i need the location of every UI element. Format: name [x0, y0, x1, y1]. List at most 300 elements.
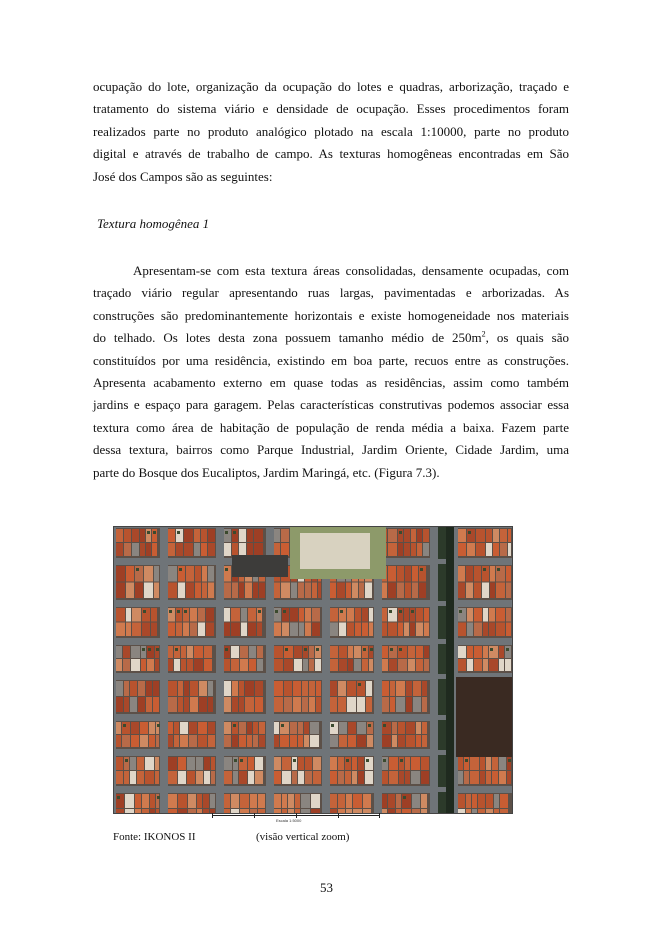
roof-patch — [257, 659, 263, 671]
roof-patch — [274, 794, 281, 808]
roof-patch — [499, 757, 506, 770]
roof-patch — [382, 697, 389, 712]
roof-patch — [141, 659, 146, 671]
text-fragment: do telhado. Os lotes desta zona possuem tamanho médio de 250m — [93, 330, 482, 346]
roof-patch — [146, 543, 151, 556]
roof-patch — [142, 809, 149, 813]
roof-patch — [505, 659, 511, 671]
superscript: 2 — [481, 329, 486, 339]
roof-patch — [315, 659, 321, 671]
roof-patch — [146, 697, 152, 712]
roof-patch — [130, 697, 137, 712]
roof-patch — [339, 722, 347, 734]
scale-tick — [379, 813, 380, 818]
roof-patch — [240, 659, 248, 671]
roof-patch — [421, 771, 429, 784]
roof-patch — [126, 608, 131, 622]
roof-patch — [369, 646, 373, 658]
roof-patch — [416, 659, 423, 671]
roof-patch — [203, 794, 209, 808]
roof-patch — [116, 722, 121, 734]
roof-patch — [505, 646, 511, 658]
roof-patch — [224, 771, 232, 784]
roof-patch — [154, 566, 159, 582]
roof-patch — [126, 583, 134, 599]
roof-patch — [204, 646, 212, 658]
roof-patch — [305, 623, 311, 637]
roof-patch — [312, 623, 320, 637]
roof-patch — [198, 722, 207, 734]
roof-patch — [168, 659, 173, 671]
roof-patch — [338, 771, 344, 784]
roof-patch — [293, 681, 301, 696]
roof-patch — [239, 583, 244, 599]
roof-patch — [155, 659, 159, 671]
roof-patch — [224, 623, 230, 637]
roof-patch — [274, 757, 281, 770]
roof-patch — [352, 757, 357, 770]
roof-patch — [506, 608, 511, 622]
roof-patch — [146, 681, 152, 696]
roof-patch — [362, 646, 368, 658]
tree — [293, 759, 296, 762]
roof-patch — [116, 543, 123, 556]
roof-patch — [259, 735, 265, 747]
roof-patch — [153, 681, 159, 696]
tree — [399, 648, 402, 651]
roof-patch — [389, 659, 397, 671]
roof-patch — [330, 646, 338, 658]
roof-patch — [116, 697, 123, 712]
roof-patch — [474, 646, 482, 658]
roof-patch — [188, 794, 196, 808]
roof-patch — [480, 771, 485, 784]
roof-patch — [190, 681, 198, 696]
roof-patch — [257, 623, 262, 637]
tree — [117, 796, 120, 799]
roof-patch — [168, 794, 177, 808]
roof-patch — [500, 543, 507, 556]
roof-patch — [416, 646, 423, 658]
roof-patch — [467, 608, 473, 622]
tree — [366, 759, 369, 762]
roof-patch — [476, 543, 485, 556]
roof-patch — [233, 771, 238, 784]
roof-patch — [408, 659, 415, 671]
roof-patch — [458, 646, 466, 658]
roof-patch — [496, 623, 505, 637]
roof-patch — [366, 697, 372, 712]
scale-bar-label: Escala 1:5000 — [276, 818, 302, 823]
roof-patch — [303, 646, 308, 658]
roof-patch — [208, 583, 214, 599]
roof-patch — [231, 608, 240, 622]
text-fragment: , os quais são — [485, 330, 569, 346]
roof-patch — [470, 757, 479, 770]
roof-patch — [362, 659, 368, 671]
roof-patch — [152, 529, 157, 542]
roof-patch — [388, 529, 397, 542]
roof-patch — [508, 543, 511, 556]
roof-patch — [181, 659, 186, 671]
roof-patch — [168, 543, 175, 556]
roof-patch — [249, 646, 256, 658]
roof-patch — [255, 771, 263, 784]
roof-patch — [145, 771, 154, 784]
roof-patch — [338, 757, 344, 770]
large-building — [232, 555, 288, 577]
scale-bar — [212, 812, 382, 826]
roof-patch — [466, 583, 473, 599]
roof-patch — [302, 681, 308, 696]
roof-patch — [458, 809, 465, 813]
roof-patch — [232, 681, 238, 696]
roof-patch — [382, 794, 387, 808]
tree — [483, 568, 486, 571]
roof-patch — [363, 794, 371, 808]
roof-patch — [398, 623, 403, 637]
roof-patch — [206, 623, 214, 637]
tree — [177, 531, 180, 534]
roof-patch — [198, 735, 207, 747]
roof-patch — [412, 583, 418, 599]
roof-patch — [168, 722, 173, 734]
roof-patch — [362, 608, 368, 622]
roof-patch — [135, 809, 141, 813]
roof-patch — [490, 583, 495, 599]
roof-patch — [224, 697, 231, 712]
roof-patch — [168, 529, 175, 542]
roof-patch — [145, 757, 154, 770]
roof-patch — [240, 794, 249, 808]
roof-patch — [388, 566, 396, 582]
roof-patch — [304, 722, 309, 734]
roof-patch — [478, 794, 485, 808]
roof-patch — [253, 583, 258, 599]
roof-patch — [305, 583, 311, 599]
roof-patch — [506, 623, 511, 637]
roof-patch — [396, 809, 401, 813]
roof-patch — [398, 735, 405, 747]
roof-patch — [292, 757, 297, 770]
roof-patch — [490, 566, 495, 582]
roof-patch — [239, 529, 246, 542]
roof-patch — [458, 566, 465, 582]
roof-patch — [184, 697, 189, 712]
tree — [147, 531, 150, 534]
roof-patch — [239, 722, 246, 734]
roof-patch — [388, 794, 395, 808]
roof-patch — [259, 583, 265, 599]
roof-patch — [330, 681, 337, 696]
roof-patch — [330, 771, 337, 784]
tree — [233, 531, 236, 534]
roof-patch — [483, 608, 488, 622]
roof-patch — [146, 529, 151, 542]
roof-patch — [174, 735, 179, 747]
roof-patch — [187, 646, 193, 658]
roof-patch — [423, 529, 429, 542]
avenue-trees — [446, 527, 454, 813]
roof-patch — [224, 722, 231, 734]
roof-patch — [313, 757, 321, 770]
roof-patch — [282, 623, 289, 637]
roof-patch — [232, 583, 238, 599]
roof-patch — [347, 681, 356, 696]
roof-patch — [474, 623, 482, 637]
roof-patch — [301, 794, 310, 808]
roof-patch — [355, 608, 361, 622]
roof-patch — [388, 543, 397, 556]
roof-patch — [231, 646, 239, 658]
roof-patch — [138, 681, 145, 696]
roof-patch — [197, 794, 202, 808]
roof-patch — [347, 608, 354, 622]
roof-patch — [397, 583, 404, 599]
tree — [283, 610, 286, 613]
roof-patch — [178, 794, 187, 808]
tree — [399, 531, 402, 534]
roof-patch — [408, 646, 415, 658]
roof-patch — [474, 583, 481, 599]
roof-patch — [122, 735, 130, 747]
roof-patch — [352, 771, 357, 784]
roof-patch — [424, 659, 429, 671]
roof-patch — [142, 794, 149, 808]
roof-patch — [330, 608, 338, 622]
roof-patch — [367, 735, 373, 747]
roof-patch — [194, 659, 203, 671]
roof-patch — [486, 543, 492, 556]
roof-patch — [168, 697, 177, 712]
roof-patch — [506, 583, 511, 599]
roof-patch — [458, 543, 466, 556]
roof-patch — [116, 583, 125, 599]
roof-patch — [189, 722, 197, 734]
roof-patch — [358, 771, 364, 784]
roof-patch — [304, 735, 309, 747]
roof-patch — [493, 529, 499, 542]
roof-patch — [294, 646, 302, 658]
section-heading: Textura homogênea 1 — [97, 216, 210, 231]
roof-patch — [367, 722, 373, 734]
roof-patch — [298, 757, 304, 770]
roof-patch — [232, 735, 238, 747]
text-line: Apresenta acabamento externo em quase todas as residências, assim como também — [93, 375, 569, 391]
roof-patch — [149, 722, 155, 734]
tree — [136, 568, 139, 571]
tree — [177, 610, 180, 613]
roof-patch — [202, 566, 207, 582]
roof-patch — [137, 771, 144, 784]
roof-patch — [204, 771, 210, 784]
roof-patch — [249, 659, 256, 671]
roof-patch — [404, 608, 409, 622]
dark-block — [456, 677, 512, 757]
roof-patch — [198, 623, 205, 637]
roof-patch — [424, 646, 429, 658]
scale-tick — [212, 813, 213, 818]
roof-patch — [423, 543, 429, 556]
roof-patch — [132, 623, 141, 637]
roof-patch — [116, 735, 121, 747]
roof-patch — [390, 697, 395, 712]
roof-patch — [156, 809, 159, 813]
roof-patch — [499, 771, 506, 784]
roof-patch — [310, 722, 319, 734]
roof-patch — [357, 735, 366, 747]
tree — [400, 759, 403, 762]
roof-patch — [316, 681, 321, 696]
figure-source-caption: Fonte: IKONOS II — [113, 831, 196, 843]
roof-patch — [125, 809, 134, 813]
roof-patch — [274, 583, 280, 599]
roof-patch — [416, 623, 423, 637]
roof-patch — [290, 735, 297, 747]
roof-patch — [496, 583, 505, 599]
roof-patch — [413, 697, 421, 712]
roof-patch — [123, 659, 130, 671]
roof-patch — [248, 608, 256, 622]
roof-patch — [330, 583, 336, 599]
roof-patch — [168, 681, 177, 696]
tree — [316, 648, 319, 651]
roof-patch — [458, 757, 463, 770]
roof-patch — [274, 771, 281, 784]
roof-patch — [135, 794, 141, 808]
roof-patch — [204, 757, 210, 770]
roof-patch — [253, 722, 258, 734]
roof-patch — [259, 722, 265, 734]
roof-patch — [232, 722, 238, 734]
roof-patch — [507, 771, 511, 784]
tree — [368, 724, 371, 727]
tree — [123, 724, 126, 727]
tree — [148, 648, 151, 651]
roof-patch — [330, 697, 337, 712]
roof-patch — [190, 623, 197, 637]
text-line: traçado viário regular apresentando ruas largas, pavimentadas e arborizadas. As — [93, 285, 569, 301]
roof-patch — [398, 722, 405, 734]
roof-patch — [472, 794, 477, 808]
roof-patch — [476, 529, 485, 542]
roof-patch — [405, 757, 410, 770]
roof-patch — [348, 735, 356, 747]
roof-patch — [338, 697, 346, 712]
roof-patch — [248, 771, 254, 784]
roof-patch — [284, 681, 292, 696]
roof-patch — [281, 583, 290, 599]
roof-patch — [315, 646, 321, 658]
roof-patch — [500, 794, 508, 808]
roof-patch — [357, 697, 365, 712]
roof-patch — [224, 681, 231, 696]
roof-patch — [458, 583, 465, 599]
tree — [459, 610, 462, 613]
tree — [125, 759, 128, 762]
roof-patch — [330, 659, 338, 671]
roof-patch — [116, 681, 123, 696]
roof-patch — [239, 543, 246, 556]
roof-patch — [233, 757, 238, 770]
roof-patch — [224, 757, 232, 770]
roof-patch — [155, 757, 159, 770]
roof-patch — [141, 646, 146, 658]
roof-patch — [198, 608, 205, 622]
text-line: realizados parte no produto analógico plotado na escala 1:10000, parte no produto — [93, 123, 569, 139]
roof-patch — [299, 623, 304, 637]
roof-patch — [500, 529, 507, 542]
roof-patch — [180, 735, 188, 747]
roof-patch — [416, 722, 421, 734]
roof-patch — [224, 659, 230, 671]
roof-patch — [310, 735, 319, 747]
roof-patch — [126, 623, 131, 637]
roof-patch — [274, 659, 283, 671]
roof-patch — [489, 646, 498, 658]
roof-patch — [388, 583, 396, 599]
roof-patch — [330, 722, 338, 734]
roof-patch — [508, 529, 511, 542]
roof-patch — [178, 809, 187, 813]
roof-patch — [467, 529, 475, 542]
roof-patch — [116, 809, 124, 813]
roof-patch — [178, 771, 186, 784]
roof-patch — [124, 529, 131, 542]
roof-patch — [132, 608, 141, 622]
roof-patch — [224, 529, 231, 542]
tree — [157, 724, 160, 727]
roof-patch — [489, 608, 495, 622]
roof-patch — [305, 757, 312, 770]
tree — [411, 610, 414, 613]
roof-patch — [412, 809, 420, 813]
tree — [179, 568, 182, 571]
tree — [175, 648, 178, 651]
tree — [331, 724, 334, 727]
tree — [508, 759, 511, 762]
roof-patch — [421, 809, 427, 813]
roof-patch — [174, 646, 180, 658]
roof-patch — [231, 794, 239, 808]
roof-patch — [482, 583, 489, 599]
roof-patch — [298, 722, 303, 734]
roof-patch — [116, 529, 123, 542]
roof-patch — [467, 623, 473, 637]
roof-patch — [116, 659, 122, 671]
roof-patch — [232, 697, 238, 712]
roof-patch — [116, 608, 125, 622]
tree — [363, 648, 366, 651]
roof-patch — [156, 735, 159, 747]
tree — [142, 648, 145, 651]
roof-patch — [396, 794, 401, 808]
roof-patch — [467, 543, 475, 556]
roof-patch — [466, 809, 471, 813]
roof-patch — [309, 697, 315, 712]
roof-patch — [204, 659, 212, 671]
roof-patch — [142, 623, 150, 637]
roof-patch — [247, 529, 253, 542]
roof-patch — [208, 722, 215, 734]
roof-patch — [247, 543, 253, 556]
scale-tick — [254, 813, 255, 818]
roof-patch — [168, 583, 177, 599]
roof-patch — [417, 543, 422, 556]
roof-patch — [194, 646, 203, 658]
roof-patch — [195, 583, 201, 599]
roof-patch — [194, 543, 200, 556]
